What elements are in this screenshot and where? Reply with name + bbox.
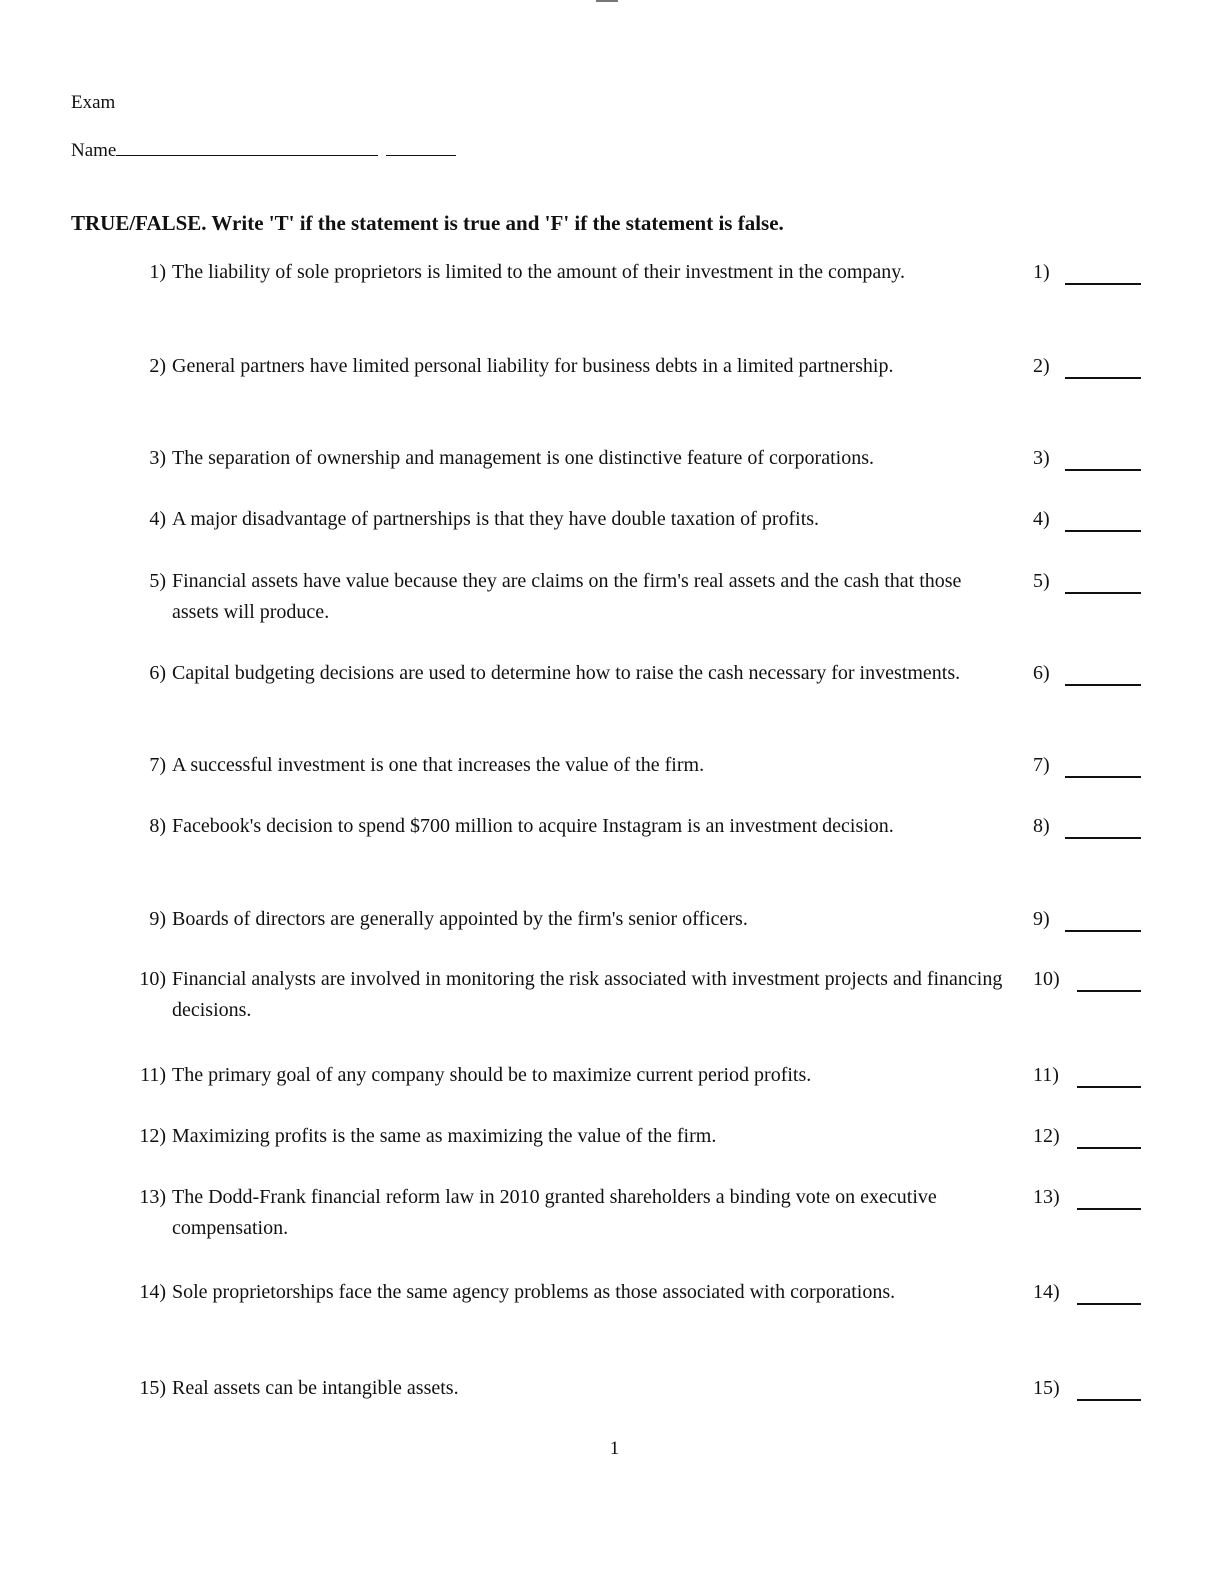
question-5 (0, 566, 1229, 626)
question-text: Financial assets have value because they are claims on the firm's real assets and the cash that those assets will produce. (172, 570, 962, 623)
answer-label: 5) (1033, 570, 1050, 592)
question-number: 3) (149, 447, 166, 469)
question-15 (0, 1373, 1229, 1433)
answer-blank[interactable] (1065, 283, 1141, 285)
section-heading: TRUE/FALSE. Write 'T' if the statement is true and 'F' if the statement is false. (71, 211, 784, 235)
exam-label: Exam (71, 92, 116, 113)
question-7 (0, 750, 1229, 810)
question-9 (0, 904, 1229, 964)
answer-label: 1) (1033, 261, 1050, 283)
question-number: 14) (139, 1281, 166, 1303)
name-blank-secondary[interactable] (386, 141, 456, 156)
answer-blank[interactable] (1077, 1303, 1141, 1305)
question-10 (0, 964, 1229, 1024)
answer-blank[interactable] (1065, 530, 1141, 532)
question-number: 10) (139, 968, 166, 990)
question-text: Sole proprietorships face the same agency problems as those associated with corporations. (172, 1281, 896, 1303)
question-4 (0, 504, 1229, 564)
question-text: Facebook's decision to spend $700 million to acquire Instagram is an investment decision. (172, 815, 894, 837)
question-number: 13) (139, 1186, 166, 1208)
answer-blank[interactable] (1065, 592, 1141, 594)
answer-blank[interactable] (1065, 469, 1141, 471)
question-number: 4) (149, 508, 166, 530)
top-edge-mark (596, 0, 618, 2)
question-text: A major disadvantage of partnerships is that they have double taxation of profits. (172, 508, 820, 530)
answer-label: 14) (1033, 1281, 1060, 1303)
answer-blank[interactable] (1065, 776, 1141, 778)
answer-blank[interactable] (1077, 1147, 1141, 1149)
question-6 (0, 658, 1229, 718)
question-number: 8) (149, 815, 166, 837)
question-number: 6) (149, 662, 166, 684)
answer-blank[interactable] (1065, 837, 1141, 839)
question-text: Boards of directors are generally appointed by the firm's senior officers. (172, 908, 748, 930)
question-12 (0, 1121, 1229, 1181)
answer-label: 12) (1033, 1125, 1060, 1147)
answer-label: 11) (1033, 1064, 1059, 1086)
question-text: Financial analysts are involved in monitoring the risk associated with investment projects and financing decisions. (172, 968, 1003, 1021)
question-11 (0, 1060, 1229, 1120)
name-label: Name (71, 140, 117, 161)
answer-blank[interactable] (1065, 377, 1141, 379)
answer-label: 9) (1033, 908, 1050, 930)
question-number: 7) (149, 754, 166, 776)
question-3 (0, 443, 1229, 503)
question-number: 5) (149, 570, 166, 592)
answer-label: 6) (1033, 662, 1050, 684)
answer-blank[interactable] (1065, 930, 1141, 932)
question-2 (0, 351, 1229, 411)
question-number: 9) (149, 908, 166, 930)
question-text: Real assets can be intangible assets. (172, 1377, 459, 1399)
answer-label: 13) (1033, 1186, 1060, 1208)
answer-label: 8) (1033, 815, 1050, 837)
answer-label: 3) (1033, 447, 1050, 469)
question-8 (0, 811, 1229, 871)
question-number: 1) (149, 261, 166, 283)
answer-blank[interactable] (1077, 1399, 1141, 1401)
answer-blank[interactable] (1077, 990, 1141, 992)
question-13 (0, 1182, 1229, 1242)
question-text: Maximizing profits is the same as maximizing the value of the firm. (172, 1125, 717, 1147)
name-blank[interactable] (116, 141, 378, 156)
question-text: The Dodd-Frank financial reform law in 2010 granted shareholders a binding vote on executive compensation. (172, 1186, 937, 1239)
page-number: 1 (609, 1438, 620, 1459)
answer-blank[interactable] (1077, 1208, 1141, 1210)
answer-label: 2) (1033, 355, 1050, 377)
answer-blank[interactable] (1065, 684, 1141, 686)
question-number: 15) (139, 1377, 166, 1399)
question-1 (0, 257, 1229, 317)
answer-blank[interactable] (1077, 1086, 1141, 1088)
name-row (71, 140, 456, 162)
question-text: The separation of ownership and management is one distinctive feature of corporations. (172, 447, 874, 469)
question-number: 2) (149, 355, 166, 377)
question-text: Capital budgeting decisions are used to determine how to raise the cash necessary for investments. (172, 662, 961, 684)
question-text: The liability of sole proprietors is limited to the amount of their investment in the company. (172, 261, 905, 283)
answer-label: 7) (1033, 754, 1050, 776)
question-text: A successful investment is one that increases the value of the firm. (172, 754, 705, 776)
question-text: The primary goal of any company should be to maximize current period profits. (172, 1064, 812, 1086)
question-text: General partners have limited personal liability for business debts in a limited partnership. (172, 355, 894, 377)
question-number: 12) (139, 1125, 166, 1147)
question-number: 11) (140, 1064, 166, 1086)
answer-label: 15) (1033, 1377, 1060, 1399)
answer-label: 4) (1033, 508, 1050, 530)
question-14 (0, 1277, 1229, 1337)
answer-label: 10) (1033, 968, 1060, 990)
